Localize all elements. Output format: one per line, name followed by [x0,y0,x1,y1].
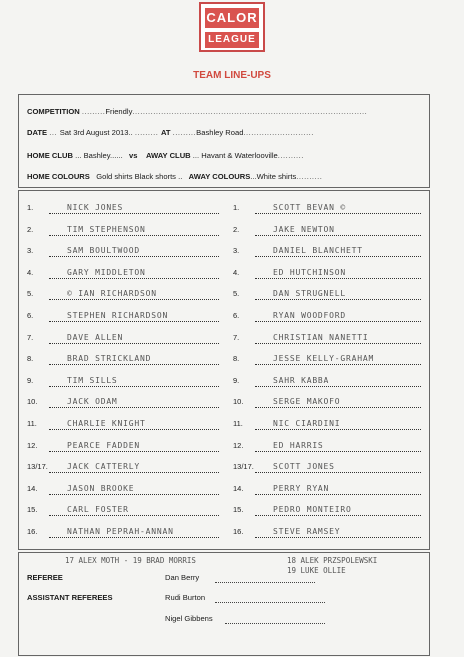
away-player-name: SCOTT JONES [273,462,335,472]
player-row [19,354,429,374]
player-row [19,289,429,309]
home-player-line [49,494,219,495]
home-player-name: NATHAN PEPRAH-ANNAN [67,527,174,536]
home-substitutes: 17 ALEX MOTH - 19 BRAD MORRIS [65,556,196,565]
home-club-value: Bashley...... [83,151,123,160]
home-player-name: TIM SILLS [67,375,118,385]
player-row [19,419,429,439]
away-player-line [255,278,421,279]
home-player-number: 7. [27,332,34,342]
lineups-box [18,190,430,550]
away-player-line [255,256,421,257]
home-player-number: 14. [27,483,38,493]
home-player-number: 15. [27,505,38,515]
player-row [19,311,429,331]
away-player-number: 4. [233,267,240,277]
player-row [19,527,429,547]
home-player-line [49,343,219,344]
away-player-number: 11. [233,419,243,428]
home-player-name: DAVE ALLEN [67,332,124,342]
home-player-name: JACK ODAM [67,397,118,407]
away-player-number: 13/17. [233,462,254,472]
player-row [19,246,429,266]
date-value: Sat 3rd August 2013.. [59,128,133,137]
away-player-name: SAHR KABBA [273,375,330,385]
player-row [19,268,429,288]
player-row [19,203,429,223]
away-player-line [255,451,421,452]
away-player-line [255,321,421,322]
competition-line: COMPETITION .........Friendly.......................................................................................... [27,107,368,116]
away-player-number: 8. [233,354,240,364]
home-player-number: 10. [27,397,38,407]
home-player-name: BRAD STRICKLAND [67,354,152,364]
home-player-line [49,364,219,365]
away-club-value: Havant & Waterlooville [201,151,278,160]
at-label: AT [160,128,171,137]
referee-dotted-line [215,582,315,583]
away-player-line [255,364,421,365]
home-colours-value: Gold shirts Black shorts .. [96,172,183,181]
home-player-name: © IAN RICHARDSON [67,289,157,299]
player-row [19,333,429,353]
away-player-line [255,472,421,473]
player-row [19,484,429,504]
competition-label: COMPETITION [27,107,80,116]
home-player-name: TIM STEPHENSON [67,224,146,234]
away-player-number: 15. [233,505,244,515]
home-player-number: 13/17. [27,462,48,472]
home-player-name: CHARLIE KNIGHT [67,419,146,428]
home-player-number: 5. [27,289,34,299]
away-colours-label: AWAY COLOURS [188,172,251,181]
referee-label: REFEREE [27,573,63,582]
page-title: TEAM LINE-UPS [193,70,271,81]
away-player-line [255,407,421,408]
home-player-name: PEARCE FADDEN [67,440,141,450]
away-player-line [255,213,421,214]
assistant-1-dotted-line [215,602,325,603]
away-player-line [255,235,421,236]
home-player-number: 16. [27,527,38,536]
home-player-name: STEPHEN RICHARDSON [67,311,169,320]
player-row [19,462,429,482]
away-substitutes-1: 18 ALEK PRZSPOLEWSKI [287,556,378,565]
assistant-referee-1: Rudi Burton [165,593,206,602]
away-player-name: STEVE RAMSEY [273,527,341,536]
away-player-number: 7. [233,332,240,342]
player-row [19,376,429,396]
away-player-number: 5. [233,289,240,299]
away-player-name: NIC CIARDINI [273,419,341,428]
home-player-number: 12. [27,440,38,450]
away-colours-value: ...White shirts [250,172,297,181]
away-player-name: ED HUTCHINSON [273,267,347,277]
home-player-number: 3. [27,246,34,256]
colours-line: HOME COLOURS Gold shirts Black shorts .. AWAY COLOURS...White shirts.......... [27,172,323,181]
away-player-line [255,537,421,538]
away-player-line [255,494,421,495]
calor-league-logo [199,2,265,52]
home-colours-label: HOME COLOURS [27,172,90,181]
home-club-label: HOME CLUB [27,151,73,160]
away-player-number: 12. [233,440,244,450]
assistant-2-dotted-line [225,623,325,624]
away-substitutes-2: 19 LUKE OLLIE [287,566,346,575]
away-player-name: JAKE NEWTON [273,224,335,234]
date-line: DATE ... Sat 3rd August 2013.. ......... AT .........Bashley Road........................... [27,128,314,137]
home-player-line [49,429,219,430]
home-player-line [49,321,219,322]
player-row [19,441,429,461]
home-player-line [49,515,219,516]
home-player-name: CARL FOSTER [67,505,129,515]
away-player-line [255,386,421,387]
home-player-number: 4. [27,267,34,277]
clubs-line: HOME CLUB ... Bashley...... vs AWAY CLUB ... Havant & Waterlooville.......... [27,151,304,160]
home-player-number: 1. [27,203,34,212]
home-player-line [49,537,219,538]
player-row [19,225,429,245]
away-player-name: PEDRO MONTEIRO [273,505,352,515]
home-player-name: GARY MIDDLETON [67,267,146,277]
date-label: DATE [27,128,48,137]
home-player-number: 2. [27,224,34,234]
away-player-number: 9. [233,375,240,385]
home-player-number: 6. [27,311,34,320]
home-player-name: JASON BROOKE [67,483,135,493]
away-club-label: AWAY CLUB [145,151,191,160]
away-player-name: DAN STRUGNELL [273,289,347,299]
home-player-line [49,235,219,236]
away-player-name: CHRISTIAN NANETTI [273,332,369,342]
home-player-line [49,472,219,473]
logo-calor-text: CALOR [205,8,259,28]
away-player-name: SCOTT BEVAN © [273,203,347,212]
away-player-line [255,299,421,300]
vs-label: vs [129,151,138,160]
away-player-name: JESSE KELLY-GRAHAM [273,354,375,364]
logo-league-text: LEAGUE [205,32,259,48]
away-player-line [255,429,421,430]
home-player-number: 8. [27,354,34,364]
away-player-name: RYAN WOODFORD [273,311,347,320]
away-player-number: 14. [233,483,244,493]
away-player-number: 6. [233,311,240,320]
assistant-referees-label: ASSISTANT REFEREES [27,593,113,602]
player-row [19,397,429,417]
player-row [19,505,429,525]
home-player-line [49,278,219,279]
home-player-line [49,386,219,387]
home-player-number: 9. [27,375,34,385]
home-player-line [49,299,219,300]
home-player-line [49,213,219,214]
home-player-name: SAM BOULTWOOD [67,246,141,256]
away-player-name: PERRY RYAN [273,483,330,493]
away-player-number: 3. [233,246,240,256]
away-player-line [255,515,421,516]
officials-box [18,552,430,656]
home-player-line [49,451,219,452]
home-player-name: JACK CATTERLY [67,462,141,472]
match-details-box [18,94,430,188]
assistant-referee-2: Nigel Gibbens [165,614,213,623]
away-player-name: SERGE MAKOFO [273,397,341,407]
home-player-number: 11. [27,419,37,428]
away-player-name: DANIEL BLANCHETT [273,246,363,256]
away-player-number: 2. [233,224,240,234]
away-player-number: 16. [233,527,244,536]
away-player-line [255,343,421,344]
away-player-number: 1. [233,203,240,212]
referee-value: Dan Berry [165,573,200,582]
home-player-line [49,256,219,257]
home-player-name: NICK JONES [67,203,124,212]
venue-value: Bashley Road [196,128,244,137]
away-player-name: ED HARRIS [273,440,324,450]
away-player-number: 10. [233,397,244,407]
competition-value: Friendly [105,107,133,116]
home-player-line [49,407,219,408]
